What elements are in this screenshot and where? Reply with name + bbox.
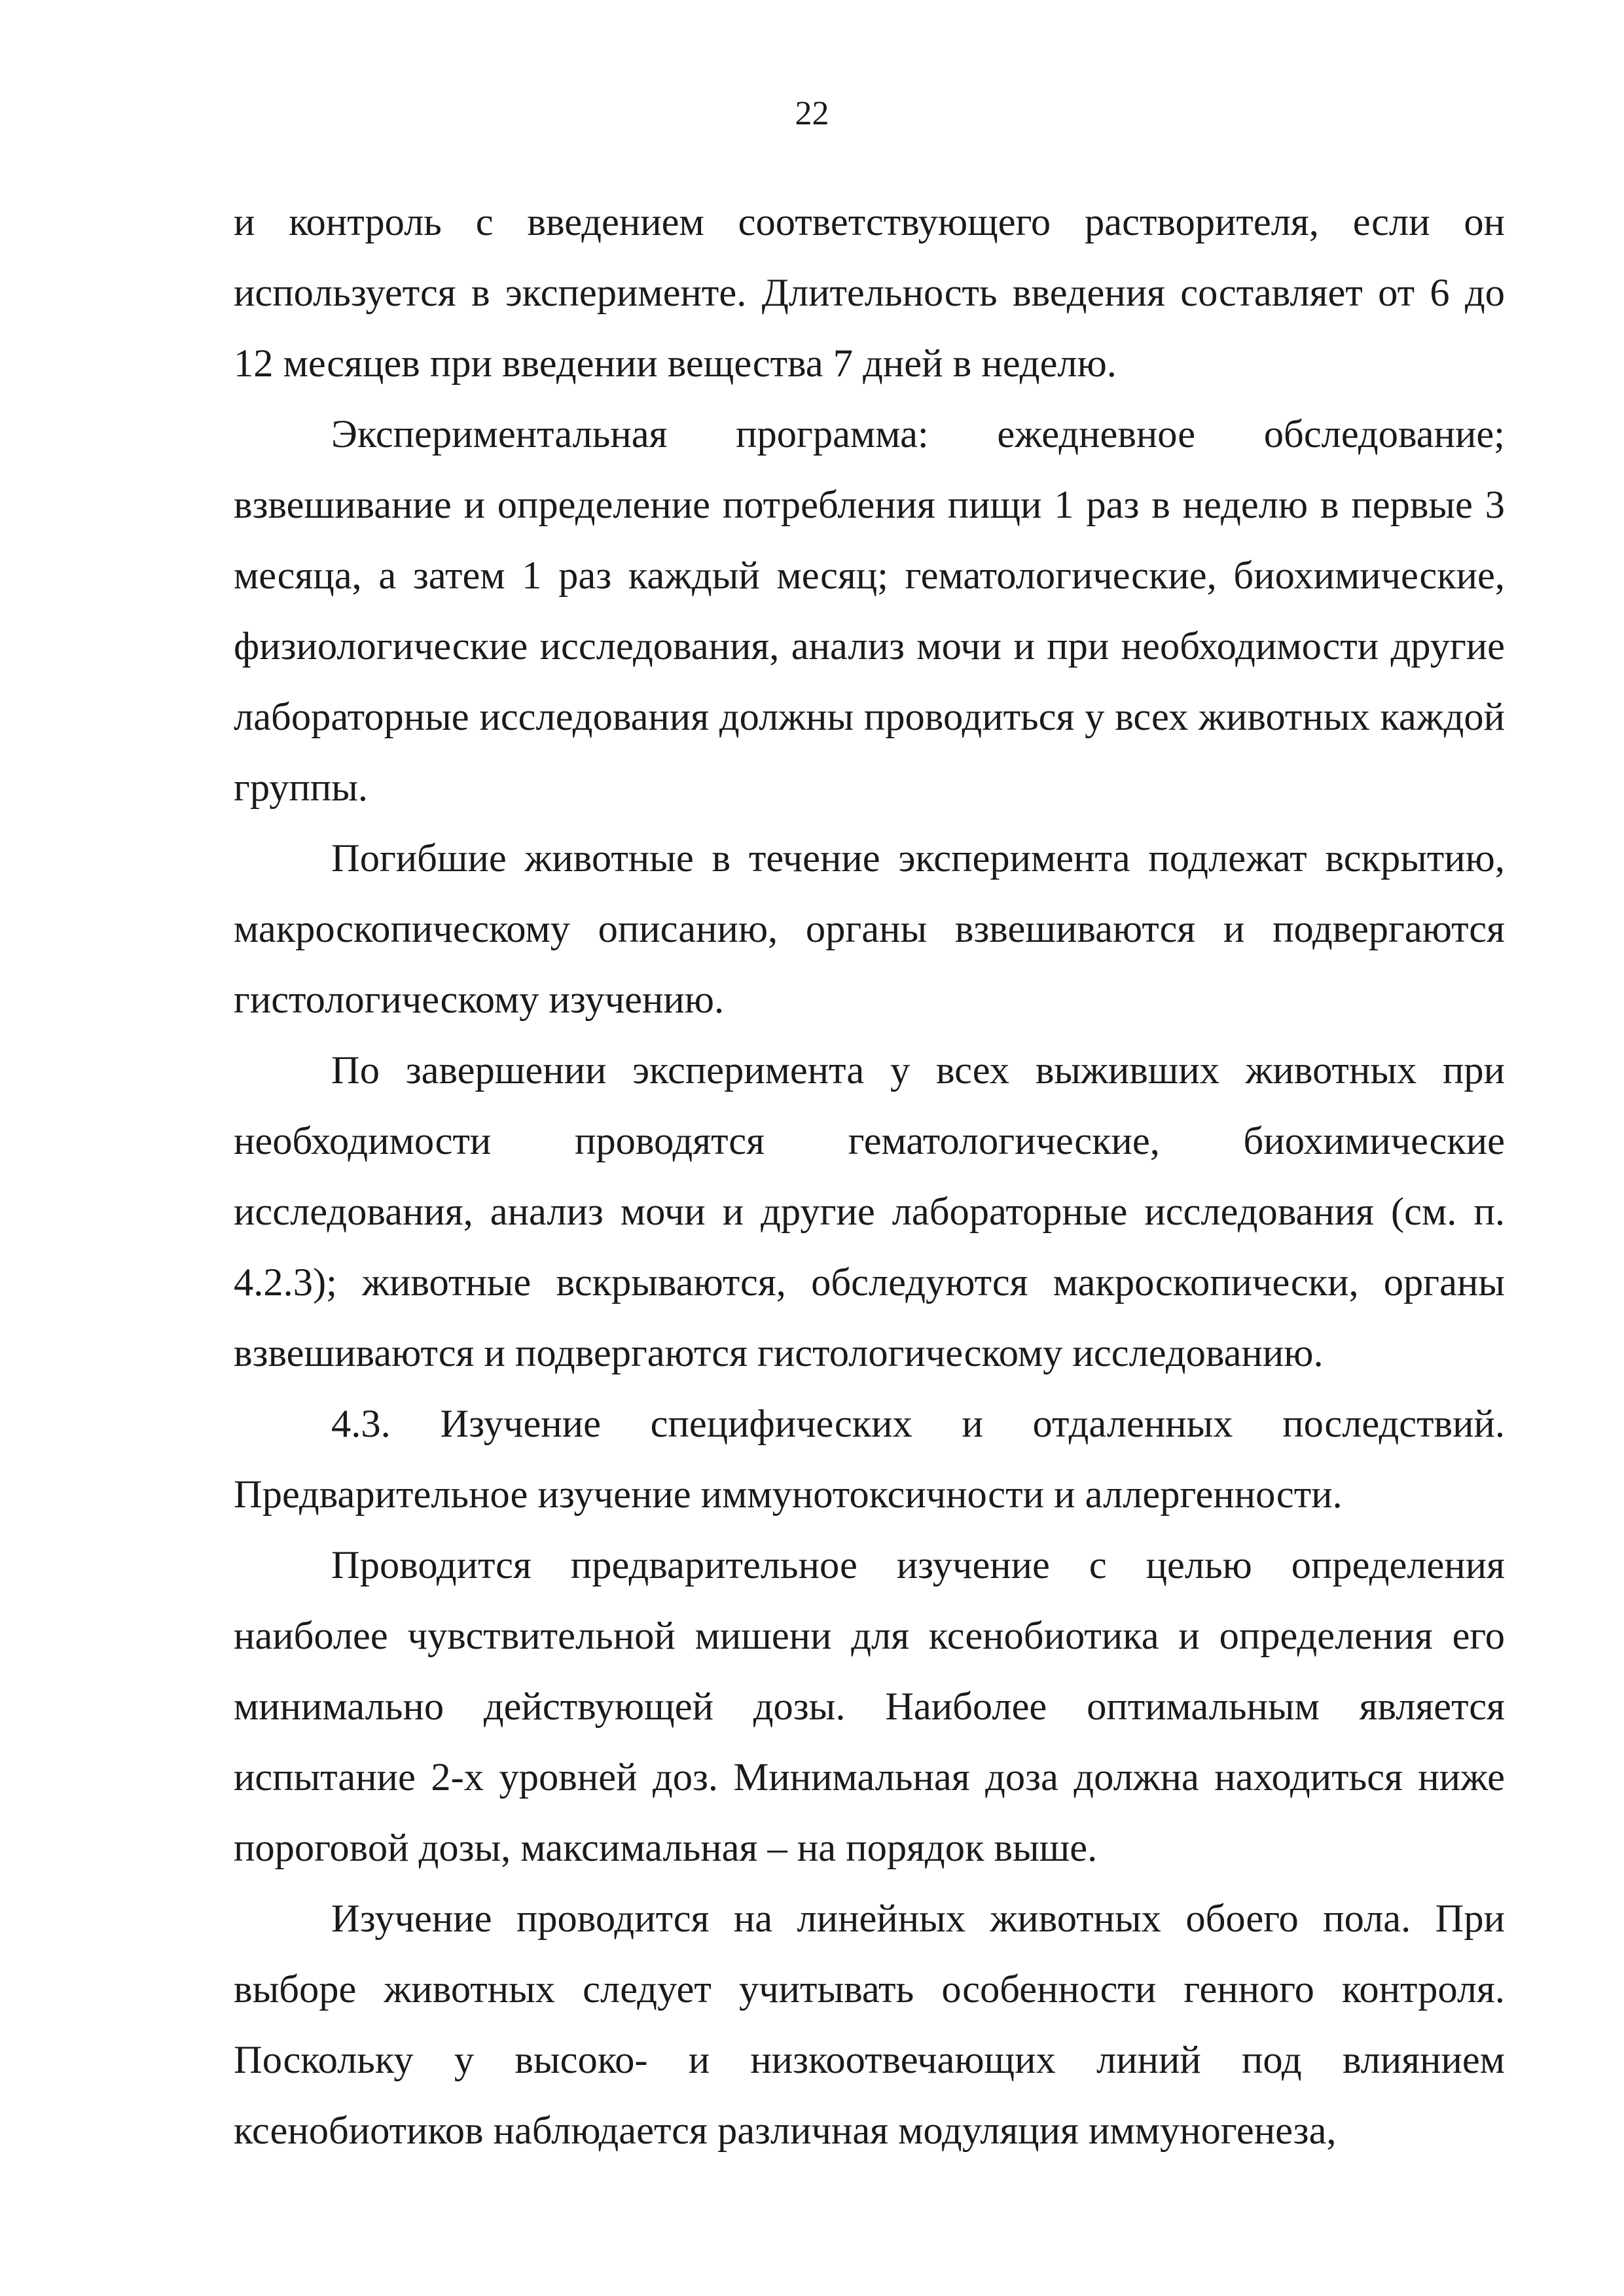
page-number: 22 xyxy=(795,95,829,132)
paragraph-preliminary-study: Проводится предварительное изучение с целью определения наиболее чувствительной мишени для ксенобиотика и определения его минимально действующей дозы. Наиболее оптимальным является испытание 2-х уровней доз. Минимальная доза должна находиться ниже пороговой дозы, максимальная – на порядок выше. xyxy=(234,1543,1505,1870)
paragraph-experiment-completion: По завершении эксперимента у всех выживших животных при необходимости проводятся гематологические, биохимические исследования, анализ мочи и другие лабораторные исследования (см. п. 4.2.3); животные вскрываются, обследуются макроскопически, органы взвешиваются и подвергаются гистологическому исследованию. xyxy=(234,1049,1505,1375)
paragraph-experimental-program: Экспериментальная программа: ежедневное обследование; взвешивание и определение потребления пищи 1 раз в неделю в первые 3 месяца, а затем 1 раз каждый месяц; гематологические, биохимические, физиологические исследования, анализ мочи и при необходимости другие лабораторные исследования должны проводиться у всех животных каждой группы. xyxy=(234,412,1505,810)
section-heading-4-3: 4.3. Изучение специфических и отдаленных последствий. Предварительное изучение иммунотоксичности и аллергенности. xyxy=(234,1402,1505,1516)
paragraph-dead-animals: Погибшие животные в течение эксперимента подлежат вскрытию, макроскопическому описанию, органы взвешиваются и подвергаются гистологическому изучению. xyxy=(234,836,1505,1022)
document-body xyxy=(234,187,1505,2166)
paragraph-linear-animals: Изучение проводится на линейных животных обоего пола. При выборе животных следует учитывать особенности генного контроля. Поскольку у высоко- и низкоотвечающих линий под влиянием ксенобиотиков наблюдается различная модуляция иммуногенеза, xyxy=(234,1897,1505,2153)
paragraph-continuation: и контроль с введением соответствующего растворителя, если он используется в эксперименте. Длительность введения составляет от 6 до 12 месяцев при введении вещества 7 дней в неделю. xyxy=(234,200,1505,386)
